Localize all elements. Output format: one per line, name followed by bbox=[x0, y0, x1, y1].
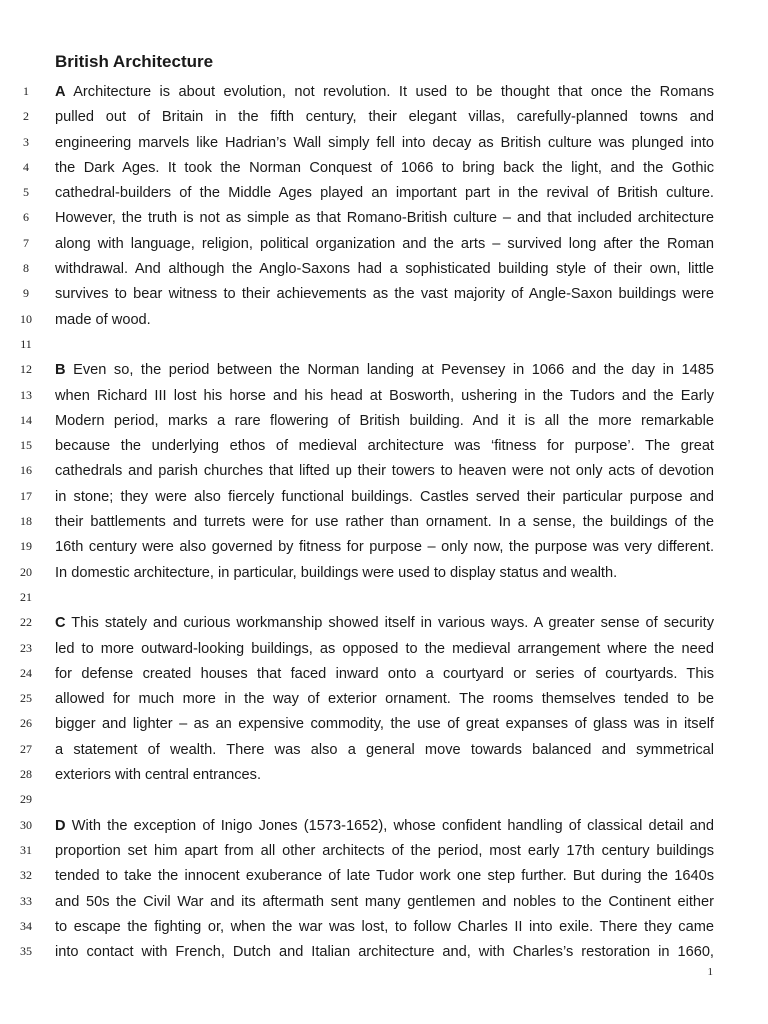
line-text: Architecture is about evolution, not revolution. It used to be thought that once the Romans bbox=[65, 84, 714, 100]
text-line bbox=[55, 308, 714, 333]
page-title: British Architecture bbox=[55, 52, 214, 71]
paragraph-letter: B bbox=[55, 362, 66, 379]
line-number: 9 bbox=[23, 286, 29, 301]
line-text: and 50s the Civil War and its aftermath sent many gentlemen and nobles to the Continent either bbox=[55, 893, 714, 910]
line-text: along with language, religion, political organization and the arts – survived long after the Roman bbox=[55, 235, 714, 252]
text-line bbox=[55, 763, 714, 788]
line-number: 31 bbox=[20, 842, 32, 857]
paragraph-letter: C bbox=[55, 615, 66, 632]
text-line bbox=[55, 409, 714, 434]
line-text: proportion set him apart from all other architects of the period, most early 17th century buildings bbox=[55, 842, 714, 859]
text-line bbox=[55, 561, 714, 586]
text-line bbox=[55, 105, 714, 130]
paragraph-letter: D bbox=[55, 817, 66, 834]
paragraph-letter: A bbox=[55, 84, 66, 100]
line-text: made of wood. bbox=[55, 311, 151, 328]
line-number: 23 bbox=[20, 640, 32, 655]
text-line bbox=[55, 510, 714, 535]
text-line bbox=[55, 611, 714, 636]
text-line bbox=[55, 434, 714, 459]
text-line bbox=[55, 257, 714, 282]
line-text: With the exception of Inigo Jones (1573-1652), whose confident handling of classical detail and bbox=[65, 817, 714, 834]
line-text: because the underlying ethos of medieval architecture was ‘fitness for purpose’. The great bbox=[55, 438, 714, 455]
line-text: withdrawal. And although the Anglo-Saxons had a sophisticated building style of their own, little bbox=[55, 261, 714, 278]
line-text: led to more outward-looking buildings, as opposed to the medieval arrangement where the need bbox=[55, 640, 714, 657]
line-number: 34 bbox=[20, 918, 32, 933]
line-number: 2 bbox=[23, 109, 29, 124]
text-line bbox=[55, 156, 714, 181]
line-number-gutter bbox=[14, 82, 38, 967]
line-number: 18 bbox=[20, 514, 32, 529]
line-text: their battlements and turrets were for use rather than ornament. In a sense, the buildings of the bbox=[55, 514, 714, 531]
line-number: 19 bbox=[20, 539, 32, 554]
line-text: the Dark Ages. It took the Norman Conquest of 1066 to bring back the light, and the Gothic bbox=[55, 159, 714, 176]
text-line bbox=[55, 940, 714, 965]
line-text: pulled out of Britain in the fifth century, their elegant villas, carefully-planned towns and bbox=[55, 109, 714, 126]
line-text: In domestic architecture, in particular, buildings were used to display status and wealth. bbox=[55, 564, 618, 581]
blank-line bbox=[55, 788, 714, 813]
text-line bbox=[55, 535, 714, 560]
line-text: cathedrals and parish churches that lifted up their towers to heaven were not only acts of devotion bbox=[55, 463, 714, 480]
line-number: 4 bbox=[23, 159, 29, 174]
line-number: 20 bbox=[20, 564, 32, 579]
text-line bbox=[55, 915, 714, 940]
line-number: 21 bbox=[20, 589, 32, 604]
text-line bbox=[55, 131, 714, 156]
document-body bbox=[55, 80, 714, 965]
text-line bbox=[55, 206, 714, 231]
text-line bbox=[55, 712, 714, 737]
line-number: 12 bbox=[20, 362, 32, 377]
text-line bbox=[55, 738, 714, 763]
line-text: into contact with French, Dutch and Italian architecture and, with Charles’s restoration in 1660, bbox=[55, 944, 714, 961]
line-text: a statement of wealth. There was also a general move towards balanced and symmetrical bbox=[55, 741, 714, 758]
line-text: However, the truth is not as simple as that Romano-British culture – and that included architecture bbox=[55, 210, 714, 227]
line-number: 11 bbox=[20, 336, 32, 351]
line-number: 8 bbox=[23, 261, 29, 276]
line-number: 5 bbox=[23, 185, 29, 200]
line-number: 27 bbox=[20, 741, 32, 756]
line-text: bigger and lighter – as an expensive commodity, the use of great expanses of glass was in itself bbox=[55, 716, 714, 733]
text-line bbox=[55, 384, 714, 409]
line-number: 13 bbox=[20, 387, 32, 402]
text-line bbox=[55, 839, 714, 864]
line-number: 22 bbox=[20, 615, 32, 630]
line-text: survives to bear witness to their achievements as the vast majority of Angle-Saxon buildings were bbox=[55, 286, 714, 303]
line-text: allowed for much more in the way of exterior ornament. The rooms themselves tended to be bbox=[55, 691, 714, 708]
line-number: 25 bbox=[20, 691, 32, 706]
line-number: 3 bbox=[23, 134, 29, 149]
text-line bbox=[55, 864, 714, 889]
line-text: Even so, the period between the Norman landing at Pevensey in 1066 and the day in 1485 bbox=[65, 362, 714, 379]
text-line bbox=[55, 814, 714, 839]
line-number: 16 bbox=[20, 463, 32, 478]
text-line bbox=[55, 459, 714, 484]
line-number: 26 bbox=[20, 716, 32, 731]
line-text: when Richard III lost his horse and his head at Bosworth, ushering in the Tudors and the Early bbox=[55, 387, 714, 404]
line-number: 7 bbox=[23, 235, 29, 250]
line-text: engineering marvels like Hadrian’s Wall simply fell into decay as British culture was plunged into bbox=[55, 134, 714, 151]
line-text: Modern period, marks a rare flowering of British building. And it is all the more remarkable bbox=[55, 412, 714, 429]
blank-line bbox=[55, 333, 714, 358]
text-line bbox=[55, 890, 714, 915]
line-number: 30 bbox=[20, 817, 32, 832]
line-text: cathedral-builders of the Middle Ages played an important part in the revival of British culture. bbox=[55, 185, 714, 202]
line-number: 33 bbox=[20, 893, 32, 908]
text-line bbox=[55, 358, 714, 383]
line-number: 10 bbox=[20, 311, 32, 326]
line-number: 28 bbox=[20, 767, 32, 782]
line-text: to escape the fighting or, when the war was lost, to follow Charles II into exile. There they came bbox=[55, 918, 714, 935]
blank-line bbox=[55, 586, 714, 611]
line-number: 17 bbox=[20, 488, 32, 503]
line-number: 14 bbox=[20, 412, 32, 427]
line-number: 15 bbox=[20, 438, 32, 453]
line-text: tended to take the innocent exuberance of late Tudor work one step further. But during the 1640s bbox=[55, 868, 714, 885]
text-line bbox=[55, 662, 714, 687]
text-line bbox=[55, 181, 714, 206]
line-number: 1 bbox=[23, 84, 29, 98]
line-text: 16th century were also governed by fitness for purpose – only now, the purpose was very different. bbox=[55, 539, 714, 556]
text-line bbox=[55, 687, 714, 712]
line-number: 6 bbox=[23, 210, 29, 225]
text-line bbox=[55, 485, 714, 510]
line-text: for defense created houses that faced inward onto a courtyard or series of courtyards. This bbox=[55, 665, 714, 682]
line-number: 32 bbox=[20, 868, 32, 883]
text-line bbox=[55, 232, 714, 257]
page-number: 1 bbox=[707, 966, 713, 978]
line-text: in stone; they were also fiercely functional buildings. Castles served their particular purpose and bbox=[55, 488, 714, 505]
line-number: 35 bbox=[20, 944, 32, 959]
text-line bbox=[55, 282, 714, 307]
text-line bbox=[55, 80, 714, 105]
line-text: exteriors with central entrances. bbox=[55, 767, 262, 784]
text-line bbox=[55, 637, 714, 662]
line-number: 24 bbox=[20, 665, 32, 680]
line-text: This stately and curious workmanship showed itself in various ways. A greater sense of security bbox=[65, 615, 714, 632]
line-number: 29 bbox=[20, 792, 32, 807]
